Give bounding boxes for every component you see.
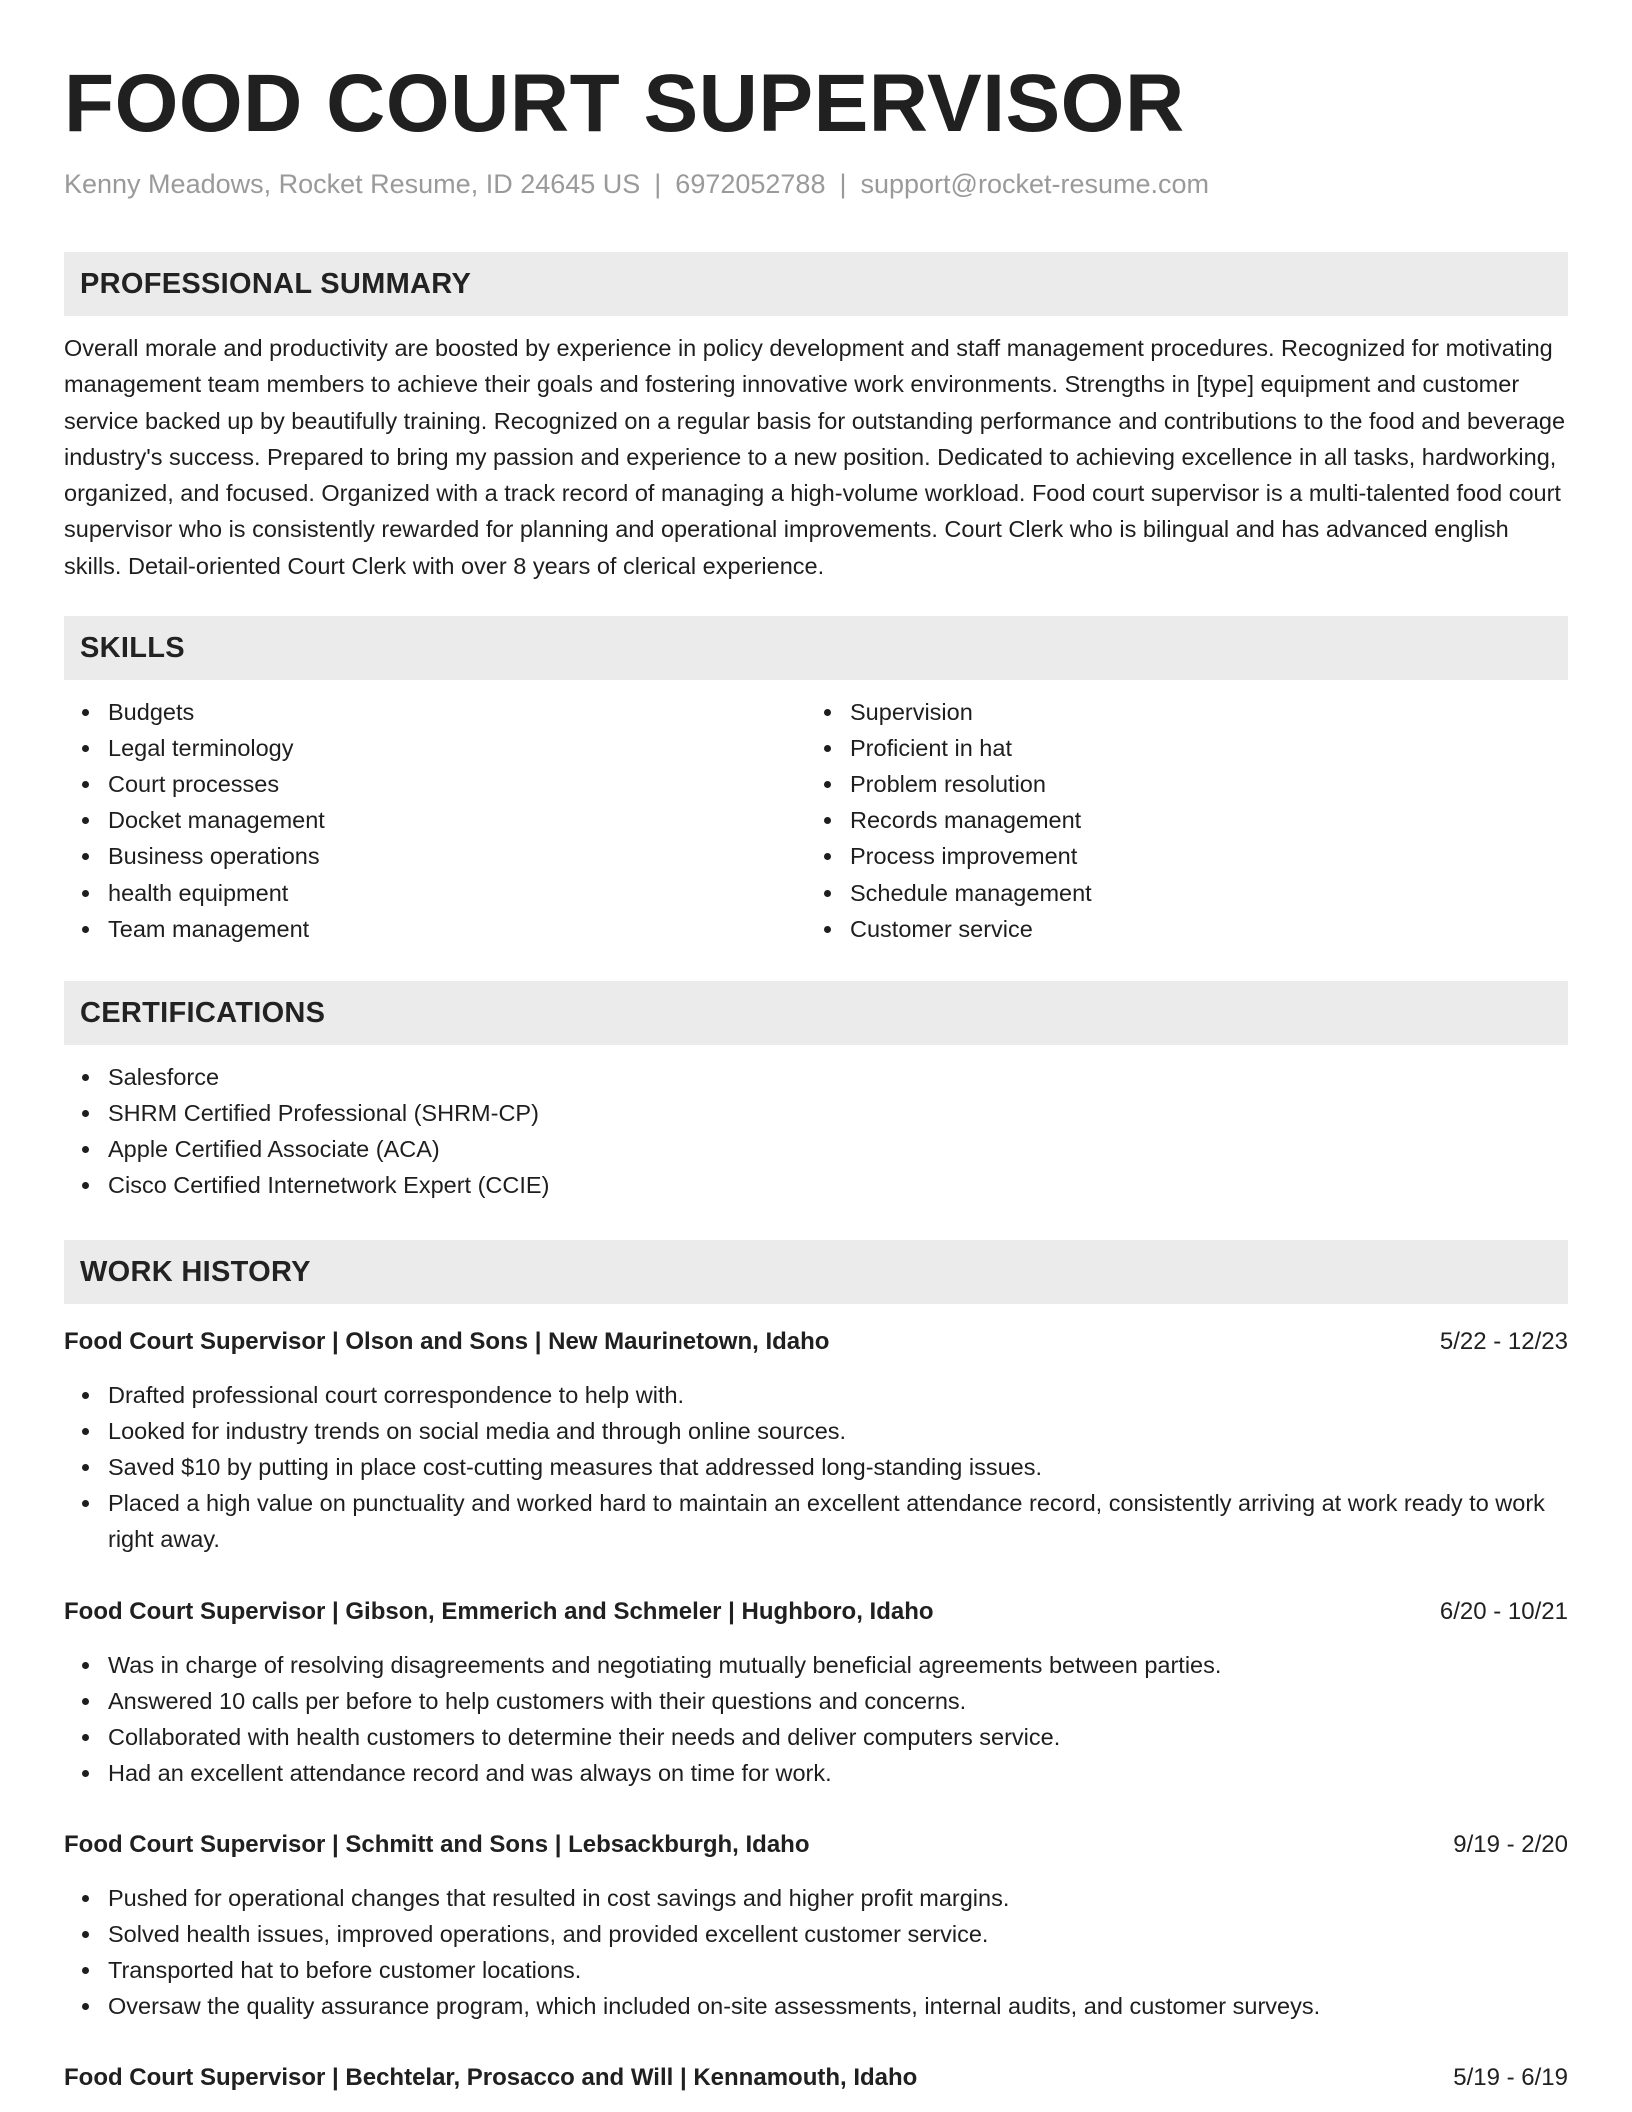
- contact-address: Kenny Meadows, Rocket Resume, ID 24645 US: [64, 169, 641, 199]
- job-bullet-list: [64, 1377, 1568, 1557]
- skill-item: Supervision: [850, 694, 1548, 730]
- certification-item: Apple Certified Associate (ACA): [108, 1131, 1568, 1167]
- job-bullet: Drafted professional court correspondence to help with.: [108, 1377, 1568, 1413]
- job-bullet: Had an excellent attendance record and was always on time for work.: [108, 1755, 1568, 1791]
- skill-item: health equipment: [108, 875, 806, 911]
- resume-page: [64, 0, 1568, 2096]
- skills-list-left: [64, 694, 806, 947]
- skill-item: Docket management: [108, 802, 806, 838]
- skill-item: Process improvement: [850, 838, 1548, 874]
- contact-separator: |: [839, 169, 847, 199]
- certifications-list: [64, 1059, 1568, 1203]
- skill-item: Customer service: [850, 911, 1548, 947]
- skill-item: Legal terminology: [108, 730, 806, 766]
- job-title: Food Court Supervisor | Olson and Sons | New Maurinetown, Idaho: [64, 1328, 830, 1356]
- job-title: Food Court Supervisor | Bechtelar, Prosacco and Will | Kennamouth, Idaho: [64, 2064, 918, 2092]
- contact-phone: 6972052788: [675, 169, 826, 199]
- section-header-certifications: CERTIFICATIONS: [64, 981, 1568, 1045]
- section-header-skills: SKILLS: [64, 616, 1568, 680]
- job-bullet: Looked for industry trends on social media and through online sources.: [108, 1413, 1568, 1449]
- job-bullet: Solved health issues, improved operations, and provided excellent customer service.: [108, 1916, 1568, 1952]
- skill-item: Court processes: [108, 766, 806, 802]
- certification-item: Cisco Certified Internetwork Expert (CCIE): [108, 1167, 1568, 1203]
- job-dates: 5/19 - 6/19: [1453, 2064, 1568, 2092]
- skill-item: Schedule management: [850, 875, 1548, 911]
- job-dates: 9/19 - 2/20: [1453, 1830, 1568, 1858]
- job-entry: [64, 1324, 1568, 1557]
- skill-item: Records management: [850, 802, 1548, 838]
- job-header: [64, 2060, 1568, 2096]
- section-header-summary: PROFESSIONAL SUMMARY: [64, 252, 1568, 316]
- skill-item: Budgets: [108, 694, 806, 730]
- job-bullet: Saved $10 by putting in place cost-cutting measures that addressed long-standing issues.: [108, 1449, 1568, 1485]
- job-entry: [64, 2060, 1568, 2096]
- job-bullet: Placed a high value on punctuality and worked hard to maintain an excellent attendance record, consistently arriving at work ready to work right away.: [108, 1485, 1568, 1557]
- skill-item: Business operations: [108, 838, 806, 874]
- job-entry: [64, 1594, 1568, 1791]
- section-header-work-history: WORK HISTORY: [64, 1240, 1568, 1304]
- contact-separator: |: [654, 169, 662, 199]
- job-bullet: Was in charge of resolving disagreements and negotiating mutually beneficial agreements between parties.: [108, 1647, 1568, 1683]
- skills-column-left: [64, 694, 806, 947]
- page-title: FOOD COURT SUPERVISOR: [64, 58, 1185, 149]
- job-bullet: Pushed for operational changes that resulted in cost savings and higher profit margins.: [108, 1880, 1568, 1916]
- skill-item: Team management: [108, 911, 806, 947]
- certification-item: Salesforce: [108, 1059, 1568, 1095]
- skill-item: Problem resolution: [850, 766, 1548, 802]
- job-bullet: Oversaw the quality assurance program, which included on-site assessments, internal audits, and customer surveys.: [108, 1988, 1568, 2024]
- work-history-list: [64, 1324, 1568, 2096]
- skill-item: Proficient in hat: [850, 730, 1548, 766]
- certification-item: SHRM Certified Professional (SHRM-CP): [108, 1095, 1568, 1131]
- job-header: [64, 1827, 1568, 1863]
- contact-email: support@rocket-resume.com: [860, 169, 1210, 199]
- skills-grid: [64, 694, 1568, 947]
- job-title: Food Court Supervisor | Gibson, Emmerich and Schmeler | Hughboro, Idaho: [64, 1597, 934, 1625]
- job-bullet: Answered 10 calls per before to help customers with their questions and concerns.: [108, 1683, 1568, 1719]
- skills-list-right: [806, 694, 1548, 947]
- skills-column-right: [806, 694, 1548, 947]
- job-bullet-list: [64, 1880, 1568, 2024]
- job-bullet-list: [64, 1647, 1568, 1791]
- job-entry: [64, 1827, 1568, 2024]
- job-header: [64, 1324, 1568, 1360]
- job-header: [64, 1594, 1568, 1630]
- job-dates: 6/20 - 10/21: [1439, 1597, 1568, 1625]
- summary-text: Overall morale and productivity are boosted by experience in policy development and staff management procedures. Recognized for motivating management team members to achieve their goals and fostering innovative work environments. Strengths in [type] equipment and customer service backed up by beautifully training. Recognized on a regular basis for outstanding performance and contributions to the food and beverage industry's success. Prepared to bring my passion and experience to a new position. Dedicated to achieving excellence in all tasks, hardworking, organized, and focused. Organized with a track record of managing a high-volume workload. Food court supervisor is a multi-talented food court supervisor who is consistently rewarded for planning and operational improvements. Court Clerk who is bilingual and has advanced english skills. Detail-oriented Court Clerk with over 8 years of clerical experience.: [64, 335, 1566, 579]
- job-bullet: Transported hat to before customer locations.: [108, 1952, 1568, 1988]
- job-dates: 5/22 - 12/23: [1439, 1328, 1568, 1356]
- contact-line: [64, 166, 1568, 202]
- job-title: Food Court Supervisor | Schmitt and Sons | Lebsackburgh, Idaho: [64, 1830, 810, 1858]
- job-bullet: Collaborated with health customers to determine their needs and deliver computers service.: [108, 1719, 1568, 1755]
